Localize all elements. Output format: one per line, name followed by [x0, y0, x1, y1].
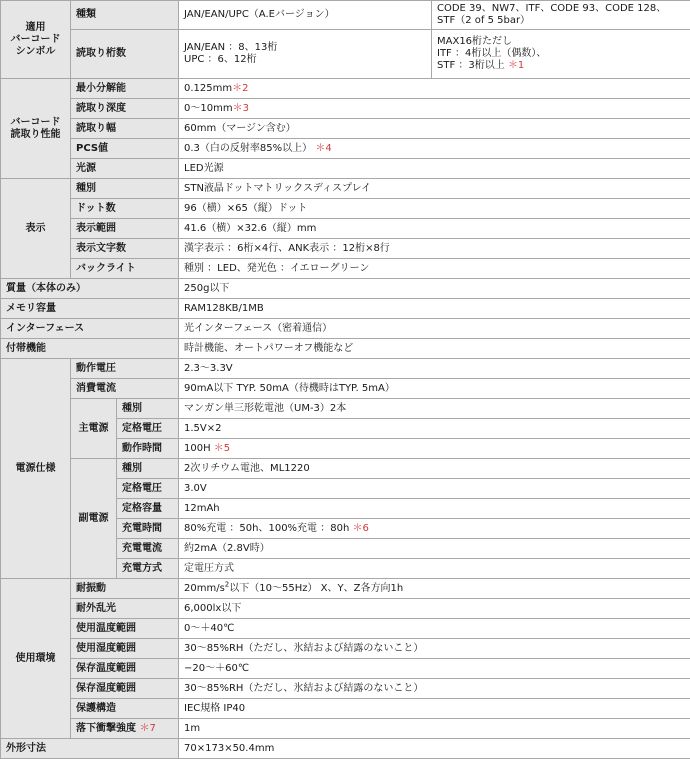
note-7: ＊7	[139, 723, 155, 734]
label-interface: インターフェース	[1, 319, 179, 339]
value-consumption: 90mA以下 TYP. 50mA（待機時はTYP. 5mA）	[179, 379, 690, 399]
label-dots: ドット数	[71, 199, 179, 219]
label-main-power: 主電源	[71, 399, 117, 459]
label-op-temp: 使用温度範囲	[71, 619, 179, 639]
value-charge-method: 定電圧方式	[179, 559, 690, 579]
label-protection: 保護構造	[71, 699, 179, 719]
label-digits: 読取り桁数	[71, 30, 179, 79]
note-6: ＊6	[353, 523, 369, 534]
label-consumption: 消費電流	[71, 379, 179, 399]
value-depth: 0〜10mm＊3	[179, 99, 690, 119]
value-resolution: 0.125mm＊2	[179, 79, 690, 99]
row-st-humidity	[1, 679, 690, 699]
label-main-type: 種別	[117, 399, 179, 419]
group-environment: 使用環境	[1, 579, 71, 739]
value-main-type: マンガン単三形乾電池（UM-3）2本	[179, 399, 690, 419]
value-pcs: 0.3（白の反射率85%以上） ＊4	[179, 139, 690, 159]
value-chars: 漢字表示 ：6桁×4行、ANK表示 ：12桁×8行	[179, 239, 690, 259]
value-type-extra: CODE 39、NW7、ITF、CODE 93、CODE 128、 STF（2 of 5 5bar）	[432, 1, 690, 30]
value-op-temp: 0〜＋40℃	[179, 619, 690, 639]
row-dots	[1, 199, 690, 219]
row-op-voltage	[1, 359, 690, 379]
value-main-time: 100H ＊5	[179, 439, 690, 459]
value-dimensions: 70×173×50.4mm	[179, 739, 690, 759]
row-interface	[1, 319, 690, 339]
row-protection	[1, 699, 690, 719]
row-dimensions	[1, 739, 690, 759]
row-vibration	[1, 579, 690, 599]
value-dots: 96（横）×65（縦）ドット	[179, 199, 690, 219]
row-main-type	[1, 399, 690, 419]
label-sub-voltage: 定格電圧	[117, 479, 179, 499]
value-interface: 光インターフェース（密着通信）	[179, 319, 690, 339]
value-sub-voltage: 3.0V	[179, 479, 690, 499]
value-vibration: $20mm/s^2$以下（10〜55Hz） X、Y、Z各方向1h	[179, 579, 690, 599]
value-st-humidity: 30〜85%RH（ただし、氷結および結露のないこと）	[179, 679, 690, 699]
row-op-humidity	[1, 639, 690, 659]
row-type	[1, 1, 690, 30]
value-main-voltage: 1.5V×2	[179, 419, 690, 439]
label-main-time: 動作時間	[117, 439, 179, 459]
row-disp-type	[1, 179, 690, 199]
label-vibration: 耐振動	[71, 579, 179, 599]
row-functions	[1, 339, 690, 359]
value-sub-capacity: 12mAh	[179, 499, 690, 519]
label-st-temp: 保存温度範囲	[71, 659, 179, 679]
value-backlight: 種別 ：LED、発光色 ：イエローグリーン	[179, 259, 690, 279]
label-sub-power: 副電源	[71, 459, 117, 579]
value-drop: 1m	[179, 719, 690, 739]
label-op-humidity: 使用湿度範囲	[71, 639, 179, 659]
row-st-temp	[1, 659, 690, 679]
value-ambient-light: 6,000lx以下	[179, 599, 690, 619]
label-resolution: 最小分解能	[71, 79, 179, 99]
label-depth: 読取り深度	[71, 99, 179, 119]
value-light: LED光源	[179, 159, 690, 179]
label-charge-current: 充電電流	[117, 539, 179, 559]
label-disp-area: 表示範囲	[71, 219, 179, 239]
value-charge-time: 80%充電 ：50h、100%充電 ：80h ＊6	[179, 519, 690, 539]
row-sub-type	[1, 459, 690, 479]
row-weight	[1, 279, 690, 299]
label-width: 読取り幅	[71, 119, 179, 139]
value-charge-current: 約2mA（2.8V時）	[179, 539, 690, 559]
label-pcs: PCS値	[71, 139, 179, 159]
label-drop: 落下衝撃強度 ＊7	[71, 719, 179, 739]
label-charge-method: 充電方式	[117, 559, 179, 579]
note-2: ＊2	[232, 83, 248, 94]
label-sub-capacity: 定格容量	[117, 499, 179, 519]
label-ambient-light: 耐外乱光	[71, 599, 179, 619]
value-op-humidity: 30〜85%RH（ただし、氷結および結露のないこと）	[179, 639, 690, 659]
group-barcode-symbol: 適用 バーコード シンボル	[1, 1, 71, 79]
note-1: ＊1	[508, 60, 524, 71]
label-backlight: バックライト	[71, 259, 179, 279]
row-chars	[1, 239, 690, 259]
row-ambient-light	[1, 599, 690, 619]
value-memory: RAM128KB/1MB	[179, 299, 690, 319]
row-op-temp	[1, 619, 690, 639]
value-sub-type: 2次リチウム電池、ML1220	[179, 459, 690, 479]
value-disp-area: 41.6（横）×32.6（縦）mm	[179, 219, 690, 239]
row-depth	[1, 99, 690, 119]
row-disp-area	[1, 219, 690, 239]
label-functions: 付帯機能	[1, 339, 179, 359]
label-light: 光源	[71, 159, 179, 179]
value-weight: 250g以下	[179, 279, 690, 299]
value-digits-extra: MAX16桁ただし ITF ：4桁以上（偶数）、 STF ：3桁以上 ＊1	[432, 30, 690, 79]
label-main-voltage: 定格電圧	[117, 419, 179, 439]
row-drop	[1, 719, 690, 739]
value-disp-type: STN液晶ドットマトリックスディスプレイ	[179, 179, 690, 199]
row-memory	[1, 299, 690, 319]
label-type: 種類	[71, 1, 179, 30]
value-protection: IEC規格 IP40	[179, 699, 690, 719]
note-5: ＊5	[214, 443, 230, 454]
note-3: ＊3	[233, 103, 249, 114]
value-width: 60mm（マージン含む）	[179, 119, 690, 139]
group-reading: バーコード 読取り性能	[1, 79, 71, 179]
label-sub-type: 種別	[117, 459, 179, 479]
value-functions: 時計機能、オートパワーオフ機能など	[179, 339, 690, 359]
row-light	[1, 159, 690, 179]
value-type: JAN/EAN/UPC（A.Eバージョン）	[179, 1, 432, 30]
row-resolution	[1, 79, 690, 99]
value-digits: JAN/EAN ：8、13桁 UPC ：6、12桁	[179, 30, 432, 79]
label-weight: 質量（本体のみ）	[1, 279, 179, 299]
value-st-temp: −20〜＋60℃	[179, 659, 690, 679]
group-power: 電源仕様	[1, 359, 71, 579]
row-backlight	[1, 259, 690, 279]
value-op-voltage: 2.3〜3.3V	[179, 359, 690, 379]
row-pcs	[1, 139, 690, 159]
row-consumption	[1, 379, 690, 399]
label-memory: メモリ容量	[1, 299, 179, 319]
group-display: 表示	[1, 179, 71, 279]
row-digits	[1, 30, 690, 79]
label-chars: 表示文字数	[71, 239, 179, 259]
note-4: ＊4	[315, 143, 331, 154]
label-dimensions: 外形寸法	[1, 739, 179, 759]
label-disp-type: 種別	[71, 179, 179, 199]
label-op-voltage: 動作電圧	[71, 359, 179, 379]
row-width	[1, 119, 690, 139]
label-charge-time: 充電時間	[117, 519, 179, 539]
label-st-humidity: 保存湿度範囲	[71, 679, 179, 699]
